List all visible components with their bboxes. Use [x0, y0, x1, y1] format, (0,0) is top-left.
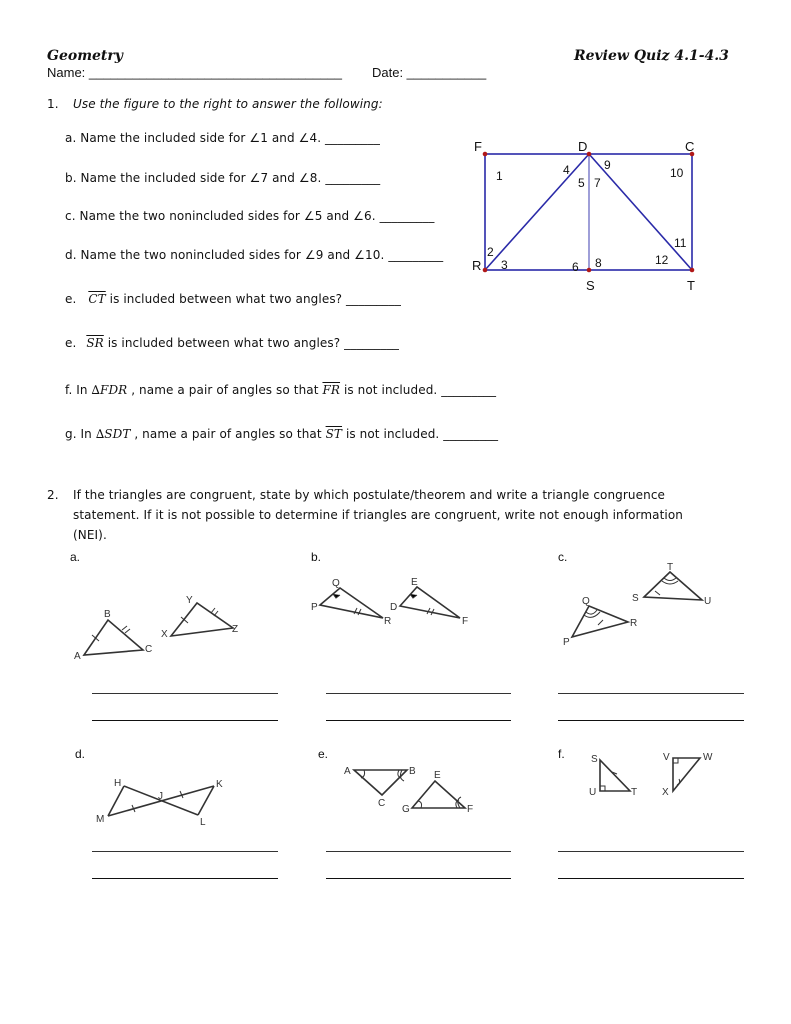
f-vertex-W: W	[703, 752, 713, 763]
q1b: b. Name the included side for ∠7 and ∠8. _________	[65, 171, 381, 185]
answer-f-postulate[interactable]	[558, 851, 744, 852]
a-vertex-Z: Z	[232, 624, 239, 635]
q2-line3: (NEI).	[73, 528, 107, 542]
label-S: S	[586, 278, 595, 293]
q1a: a. Name the included side for ∠1 and ∠4. _________	[65, 131, 380, 145]
angle-8: 8	[595, 256, 602, 270]
e-vertex-F: F	[467, 804, 474, 815]
c-vertex-R: R	[630, 618, 638, 629]
q1-number: 1.	[47, 97, 59, 111]
c-vertex-Q: Q	[582, 596, 590, 607]
q1f	[65, 383, 496, 397]
q1f-prefix: f. In	[65, 383, 92, 397]
c-vertex-U: U	[704, 596, 712, 607]
date-field[interactable]: Date: ___________	[372, 65, 487, 80]
c-vertex-S: S	[632, 593, 639, 604]
q1e2	[65, 336, 399, 350]
point-F	[483, 152, 488, 157]
answer-c-statement[interactable]	[558, 720, 744, 721]
f-vertex-S: S	[591, 754, 598, 765]
q1g-mid: , name a pair of angles so that	[130, 427, 326, 441]
q1-prompt: Use the figure to the right to answer the following:	[73, 97, 383, 111]
q1g-prefix: g. In	[65, 427, 96, 441]
a-vertex-B: B	[104, 609, 111, 620]
e-vertex-G: G	[402, 804, 410, 815]
label-F: F	[474, 139, 482, 154]
q1g-segment: $\overline{ST}$	[325, 427, 343, 441]
angle-5: 5	[578, 176, 585, 190]
q1d: d. Name the two nonincluded sides for ∠9 and ∠10. _________	[65, 248, 444, 262]
q1e2-rest: is included between what two angles? _________	[107, 336, 400, 350]
part-d-figure	[92, 772, 237, 830]
a-vertex-Y: Y	[186, 595, 193, 606]
d-vertex-L: L	[200, 817, 206, 828]
q2-number: 2.	[47, 488, 59, 502]
q1f-mid: , name a pair of angles so that	[127, 383, 323, 397]
quiz-title: Review Quiz 4.1-4.3	[574, 48, 729, 64]
b-vertex-E: E	[411, 577, 418, 588]
e-vertex-A: A	[344, 766, 351, 777]
d-vertex-K: K	[216, 779, 223, 790]
e-vertex-E: E	[434, 770, 441, 781]
q1e1-prefix: e.	[65, 292, 77, 306]
q1e2-prefix: e.	[65, 336, 77, 350]
a-vertex-X: X	[161, 629, 168, 640]
answer-d-postulate[interactable]	[92, 851, 278, 852]
answer-c-postulate[interactable]	[558, 693, 744, 694]
f-vertex-X: X	[662, 787, 669, 798]
q2-line2: statement. If it is not possible to determine if triangles are congruent, write not enough information	[73, 508, 683, 522]
q1e1-rest: is included between what two angles? _________	[109, 292, 401, 306]
b-vertex-D: D	[390, 602, 398, 613]
angle-10: 10	[670, 166, 684, 180]
answer-b-statement[interactable]	[326, 720, 511, 721]
angle-9: 9	[604, 158, 611, 172]
part-b-figure	[305, 572, 480, 632]
answer-f-statement[interactable]	[558, 878, 744, 879]
name-field[interactable]: Name: ___________________________________	[47, 65, 342, 80]
part-c-label: c.	[558, 550, 568, 564]
answer-b-postulate[interactable]	[326, 693, 511, 694]
q2-line1: If the triangles are congruent, state by which postulate/theorem and write a triangle congruence	[73, 488, 666, 502]
q1f-rest: is not included. _________	[340, 383, 497, 397]
angle-6: 6	[572, 260, 579, 274]
point-S	[587, 268, 592, 273]
label-R: R	[472, 258, 482, 273]
q1g	[65, 427, 498, 441]
answer-a-statement[interactable]	[92, 720, 278, 721]
part-d-label: d.	[75, 747, 86, 761]
q1e1-segment: $\overline{CT}$	[88, 292, 106, 306]
q1f-triangle: ∆FDR	[91, 383, 128, 397]
part-a-figure	[70, 590, 250, 665]
angle-4: 4	[563, 163, 570, 177]
angle-11: 11	[674, 236, 687, 250]
c-vertex-T: T	[667, 562, 674, 573]
point-R	[483, 268, 488, 273]
part-e-label: e.	[318, 747, 329, 761]
point-T	[690, 268, 695, 273]
part-b-label: b.	[311, 550, 322, 564]
angle-12: 12	[655, 253, 669, 267]
a-vertex-C: C	[145, 644, 153, 655]
f-vertex-U: U	[589, 787, 597, 798]
part-f-label: f.	[558, 747, 565, 761]
angle-1: 1	[496, 169, 503, 183]
label-D: D	[578, 139, 588, 154]
b-vertex-F: F	[462, 616, 469, 627]
q1e2-segment: $\overline{SR}$	[86, 336, 104, 350]
q1g-triangle: ∆SDT	[95, 427, 131, 441]
b-vertex-R: R	[384, 616, 392, 627]
angle-7: 7	[594, 176, 601, 190]
q1e1	[65, 292, 401, 306]
d-vertex-M: M	[96, 814, 105, 825]
angle-2: 2	[487, 245, 494, 259]
q1g-rest: is not included. _________	[342, 427, 499, 441]
part-a-label: a.	[70, 550, 81, 564]
a-vertex-A: A	[74, 651, 81, 662]
b-vertex-P: P	[311, 602, 318, 613]
q1f-segment: $\overline{FR}$	[322, 383, 341, 397]
angle-3: 3	[501, 258, 508, 272]
part-e-figure	[340, 760, 480, 820]
answer-e-statement[interactable]	[326, 878, 511, 879]
answer-e-postulate[interactable]	[326, 851, 511, 852]
label-T: T	[687, 278, 695, 293]
answer-a-postulate[interactable]	[92, 693, 278, 694]
q1c: c. Name the two nonincluded sides for ∠5 and ∠6. _________	[65, 209, 435, 223]
part-f-figure	[585, 748, 720, 803]
answer-d-statement[interactable]	[92, 878, 278, 879]
d-vertex-J: J	[158, 791, 163, 802]
q1-figure	[468, 136, 708, 296]
e-vertex-C: C	[378, 798, 386, 809]
f-vertex-T: T	[631, 787, 638, 798]
course-title: Geometry	[47, 48, 123, 64]
d-vertex-H: H	[114, 778, 122, 789]
part-c-figure	[558, 560, 718, 650]
b-vertex-Q: Q	[332, 578, 340, 589]
label-C: C	[685, 139, 695, 154]
f-vertex-V: V	[663, 752, 670, 763]
c-vertex-P: P	[563, 637, 570, 648]
e-vertex-B: B	[409, 766, 416, 777]
